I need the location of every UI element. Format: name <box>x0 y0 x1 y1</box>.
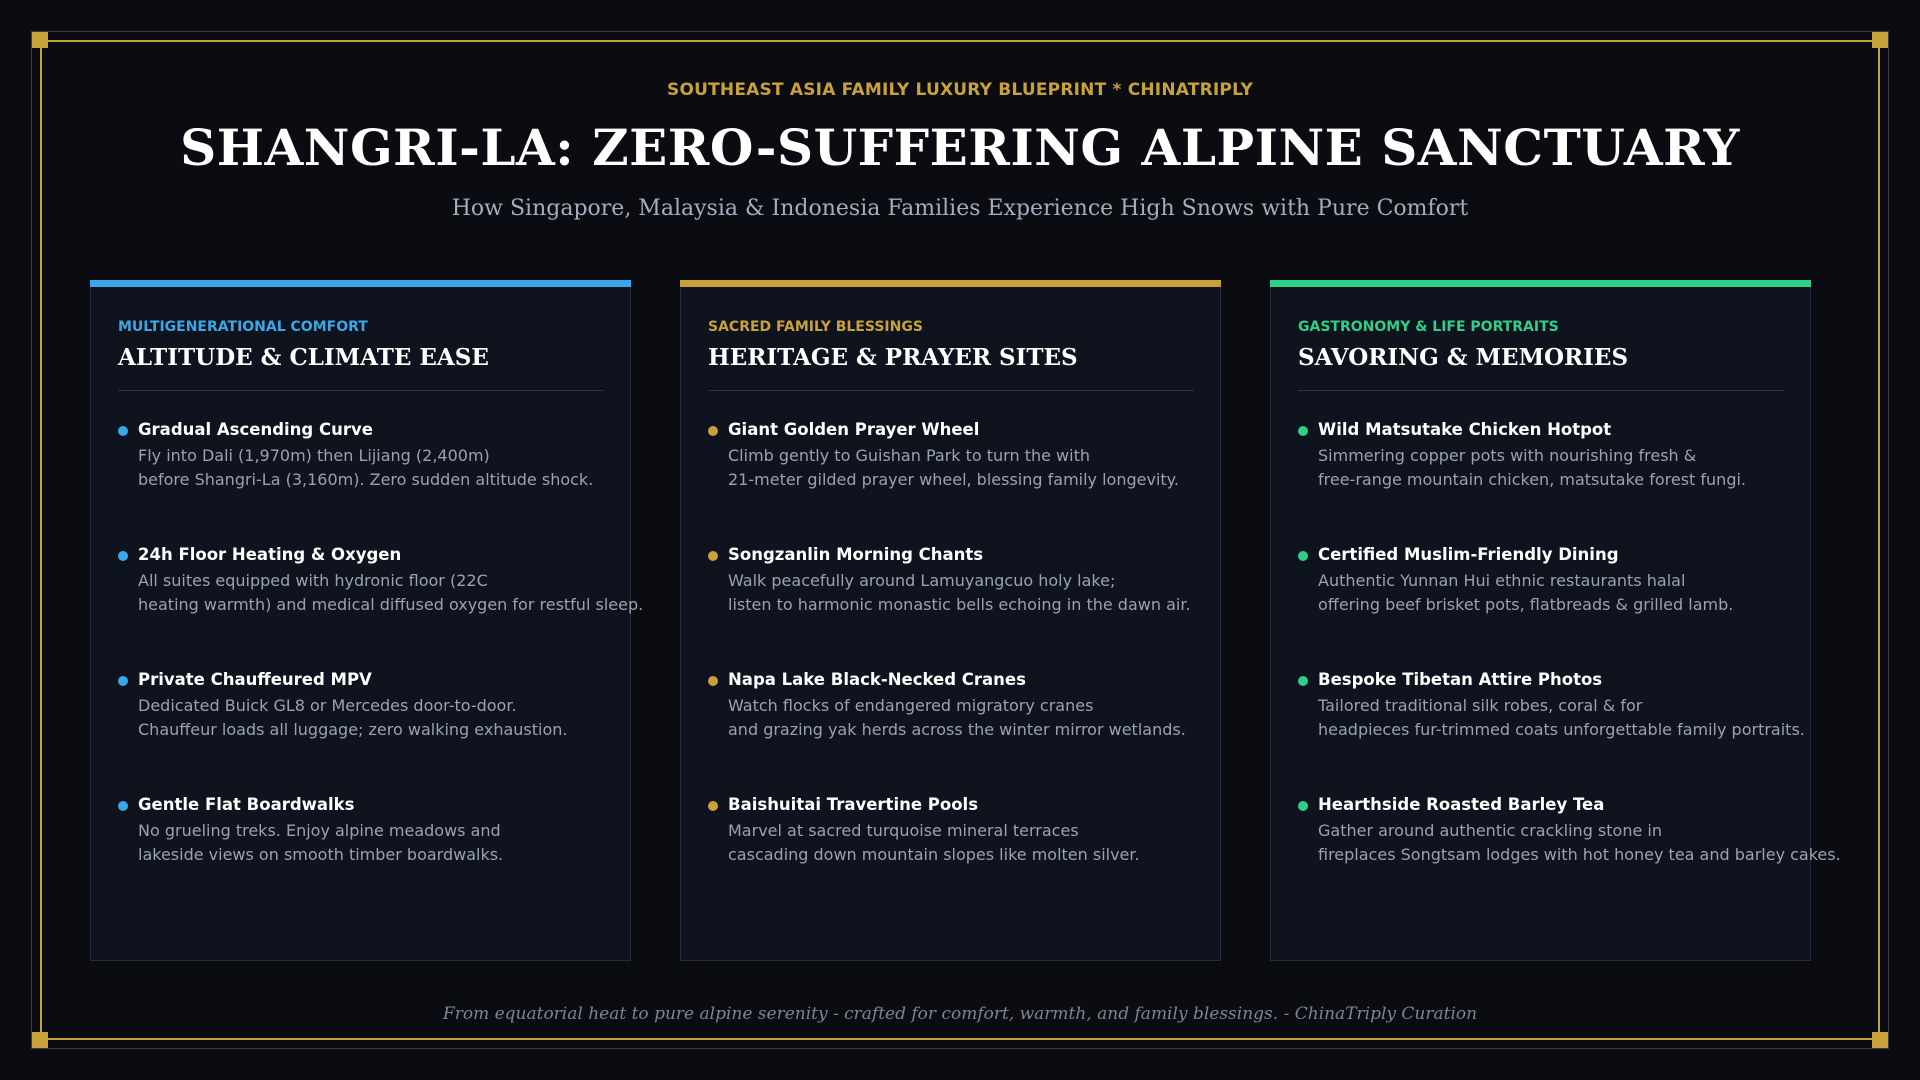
corner-ornament <box>32 32 48 48</box>
item-description-line: Gather around authentic crackling stone in <box>1318 821 1662 840</box>
item-description-line: Simmering copper pots with nourishing fresh & <box>1318 446 1697 465</box>
card-divider <box>1298 390 1784 391</box>
card-title: HERITAGE & PRAYER SITES <box>708 344 1078 371</box>
bullet-dot-icon <box>708 676 718 686</box>
bullet-dot-icon <box>118 426 128 436</box>
card-category: MULTIGENERATIONAL COMFORT <box>118 319 368 335</box>
item-description-line: No grueling treks. Enjoy alpine meadows and <box>138 821 501 840</box>
card-altitude-climate <box>90 280 644 961</box>
item-description-line: lakeside views on smooth timber boardwalks. <box>138 845 504 864</box>
corner-ornament <box>1872 1032 1888 1048</box>
item-title: Gentle Flat Boardwalks <box>138 795 355 814</box>
item-title: Gradual Ascending Curve <box>138 420 373 439</box>
item-title: Napa Lake Black-Necked Cranes <box>728 670 1026 689</box>
bullet-dot-icon <box>708 426 718 436</box>
card-savoring-memories <box>1270 280 1841 961</box>
bullet-dot-icon <box>118 676 128 686</box>
item-description-line: Climb gently to Guishan Park to turn the with <box>728 446 1090 465</box>
item-description-line: free-range mountain chicken, matsutake forest fungi. <box>1318 470 1746 489</box>
card-accent-bar <box>90 280 631 287</box>
item-description-line: offering beef brisket pots, flatbreads & grilled lamb. <box>1318 595 1734 614</box>
item-title: Certified Muslim-Friendly Dining <box>1318 545 1619 564</box>
bullet-dot-icon <box>1298 426 1308 436</box>
item-description-line: Dedicated Buick GL8 or Mercedes door-to-door. <box>138 696 517 715</box>
bullet-dot-icon <box>1298 801 1308 811</box>
card-heritage-prayer <box>680 280 1221 961</box>
item-description-line: All suites equipped with hydronic floor (22C <box>138 571 488 590</box>
bullet-dot-icon <box>118 801 128 811</box>
card-category: GASTRONOMY & LIFE PORTRAITS <box>1298 319 1559 335</box>
corner-ornament <box>32 1032 48 1048</box>
card-divider <box>708 390 1194 391</box>
item-description-line: Chauffeur loads all luggage; zero walking exhaustion. <box>138 720 568 739</box>
item-title: Wild Matsutake Chicken Hotpot <box>1318 420 1612 439</box>
card-title: SAVORING & MEMORIES <box>1298 344 1629 371</box>
page-title: SHANGRI-LA: ZERO-SUFFERING ALPINE SANCTUARY <box>180 118 1740 177</box>
card-divider <box>118 390 604 391</box>
item-title: Giant Golden Prayer Wheel <box>728 420 980 439</box>
item-description-line: Authentic Yunnan Hui ethnic restaurants halal <box>1318 571 1686 590</box>
item-description-line: headpieces fur-trimmed coats unforgettable family portraits. <box>1318 720 1805 739</box>
bullet-dot-icon <box>118 551 128 561</box>
item-description-line: Tailored traditional silk robes, coral & for <box>1318 696 1643 715</box>
item-description-line: fireplaces Songtsam lodges with hot honey tea and barley cakes. <box>1318 845 1841 864</box>
item-description-line: Walk peacefully around Lamuyangcuo holy lake; <box>728 571 1116 590</box>
card-accent-bar <box>1270 280 1811 287</box>
item-title: Private Chauffeured MPV <box>138 670 372 689</box>
bullet-dot-icon <box>708 551 718 561</box>
card-title: ALTITUDE & CLIMATE EASE <box>118 344 489 371</box>
item-description-line: Fly into Dali (1,970m) then Lijiang (2,400m) <box>138 446 490 465</box>
page-subtitle: How Singapore, Malaysia & Indonesia Families Experience High Snows with Pure Comfort <box>451 196 1469 221</box>
item-title: 24h Floor Heating & Oxygen <box>138 545 402 564</box>
item-description-line: and grazing yak herds across the winter mirror wetlands. <box>728 720 1186 739</box>
item-description-line: listen to harmonic monastic bells echoing in the dawn air. <box>728 595 1191 614</box>
item-title: Bespoke Tibetan Attire Photos <box>1318 670 1603 689</box>
item-title: Baishuitai Travertine Pools <box>728 795 979 814</box>
item-description-line: before Shangri-La (3,160m). Zero sudden altitude shock. <box>138 470 594 489</box>
bullet-dot-icon <box>1298 551 1308 561</box>
eyebrow-label: SOUTHEAST ASIA FAMILY LUXURY BLUEPRINT * CHINATRIPLY <box>667 80 1253 100</box>
item-title: Hearthside Roasted Barley Tea <box>1318 795 1605 814</box>
footer-tagline: From equatorial heat to pure alpine serenity - crafted for comfort, warmth, and family blessings. - ChinaTriply Curation <box>442 1004 1478 1024</box>
item-description-line: cascading down mountain slopes like molten silver. <box>728 845 1140 864</box>
item-title: Songzanlin Morning Chants <box>728 545 984 564</box>
item-description-line: heating warmth) and medical diffused oxygen for restful sleep. <box>138 595 644 614</box>
item-description-line: Marvel at sacred turquoise mineral terraces <box>728 821 1079 840</box>
bullet-dot-icon <box>1298 676 1308 686</box>
card-accent-bar <box>680 280 1221 287</box>
item-description-line: Watch flocks of endangered migratory cranes <box>728 696 1094 715</box>
card-category: SACRED FAMILY BLESSINGS <box>708 319 923 335</box>
corner-ornament <box>1872 32 1888 48</box>
item-description-line: 21-meter gilded prayer wheel, blessing family longevity. <box>728 470 1179 489</box>
bullet-dot-icon <box>708 801 718 811</box>
